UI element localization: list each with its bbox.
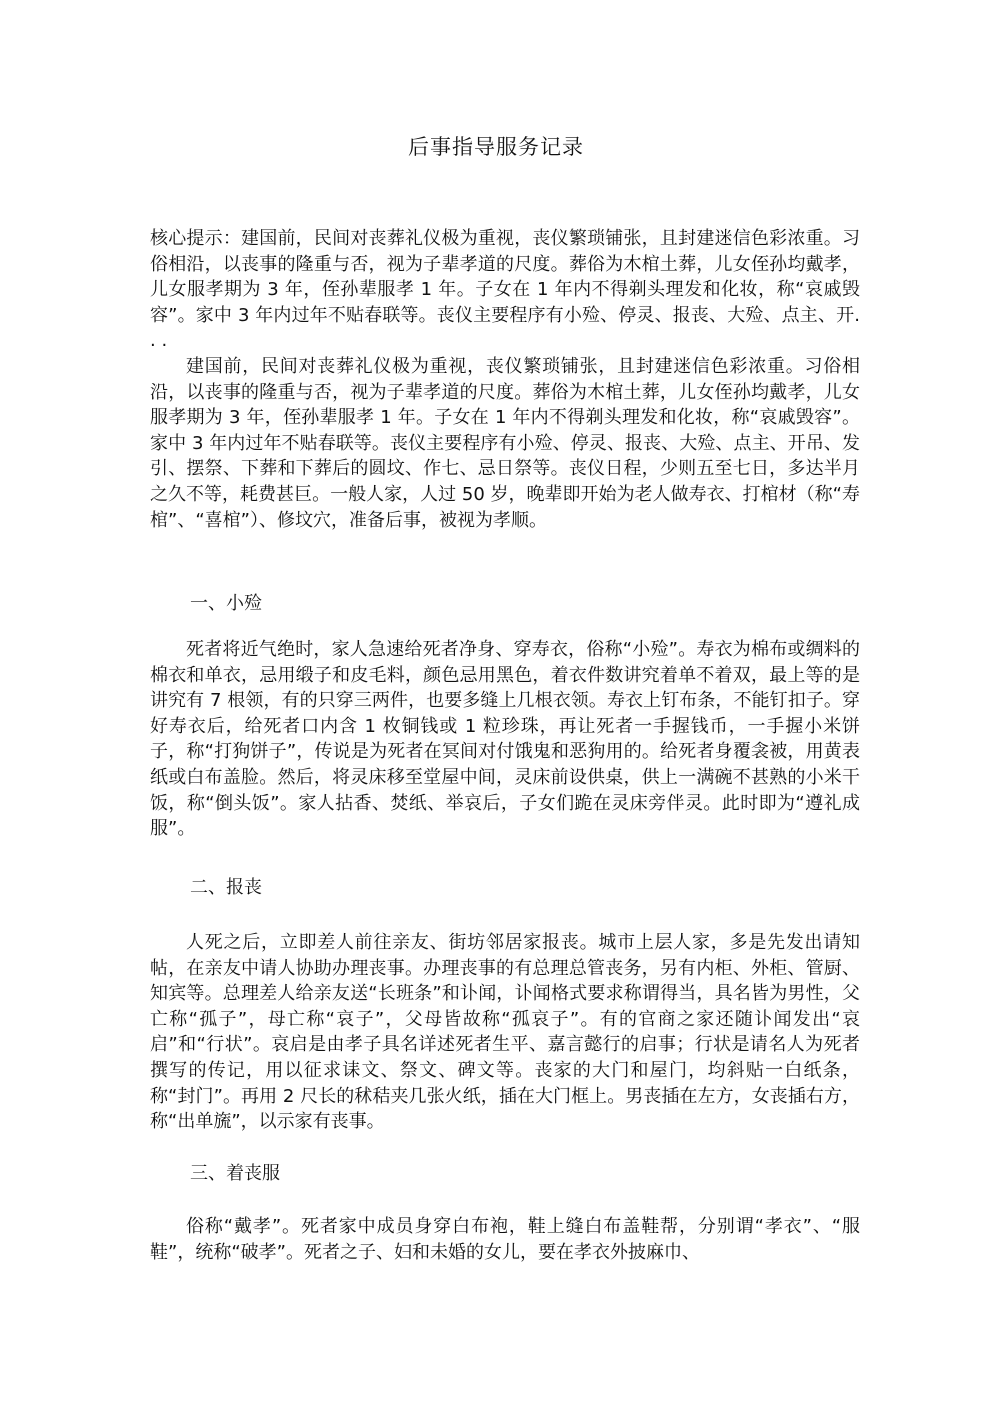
intro-paragraph: 建国前，民间对丧葬礼仪极为重视，丧仪繁琐铺张，且封建迷信色彩浓重。习俗相沿，以丧事的隆重与否，视为子辈孝道的尺度。葬俗为木棺土葬，儿女侄孙均戴孝，儿女服孝期为 3 年，侄孙辈服孝 1 年。子女在 1 年内不得剃头理发和化妆，称“哀戚毁容”。家中 3 年内过年不贴春联等。丧仪主要程序有小殓、停灵、报丧、大殓、点主、开吊、发引、摆祭、下葬和下葬后的圆坟、作七、忌日祭等。丧仪日程，少则五至七日，多达半月之久不等，耗费甚巨。一般人家，人过 50 岁，晚辈即开始为老人做寿衣、打棺材（称“寿棺”、“喜棺”）、修坟穴，准备后事，被视为孝顺。 <box>150 356 860 531</box>
section-heading-zhuosangfu: 三、着丧服 <box>190 1163 280 1184</box>
section-text-xiaolian: 死者将近气绝时，家人急速给死者净身、穿寿衣，俗称“小殓”。寿衣为棉布或绸料的棉衣和单衣，忌用缎子和皮毛料，颜色忌用黑色，着衣件数讲究着单不着双，最上等的是讲究有 7 根领，有的只穿三两件，也要多缝上几根衣领。寿衣上钉布条，不能钉扣子。穿好寿衣后，给死者口内含 1 枚铜钱或 1 粒珍珠，再让死者一手握钱币，一手握小米饼子，称“打狗饼子”，传说是为死者在冥间对付饿鬼和恶狗用的。给死者身覆衾被，用黄表纸或白布盖脸。然后，将灵床移至堂屋中间，灵床前设供桌，供上一满碗不甚熟的小米干饭，称“倒头饭”。家人拈香、焚纸、举哀后，子女们跪在灵床旁伴灵。此时即为“遵礼成服”。 <box>150 639 860 840</box>
section-heading-xiaolian: 一、小殓 <box>190 593 262 614</box>
section-text-zhuosangfu: 俗称“戴孝”。死者家中成员身穿白布袍，鞋上缝白布盖鞋帮，分别谓“孝衣”、“服鞋”，统称“破孝”。死者之子、妇和未婚的女儿，要在孝衣外披麻巾、 <box>150 1216 860 1263</box>
section-text-baosang: 人死之后，立即差人前往亲友、街坊邻居家报丧。城市上层人家，多是先发出请知帖，在亲友中请人协助办理丧事。办理丧事的有总理总管丧务，另有内柜、外柜、管厨、知宾等。总理差人给亲友送“长班条”和讣闻，讣闻格式要求称谓得当，具名皆为男性，父亡称“孤子”，母亡称“哀子”，父母皆故称“孤哀子”。有的官商之家还随讣闻发出“哀启”和“行状”。哀启是由孝子具名详述死者生平、嘉言懿行的启事；行状是请名人为死者撰写的传记，用以征求诔文、祭文、碑文等。丧家的大门和屋门，均斜贴一白纸条，称“封门”。再用 2 尺长的秫秸夹几张火纸，插在大门框上。男丧插在左方，女丧插右方，称“出单旒”，以示家有丧事。 <box>150 932 860 1133</box>
summary-paragraph: 核心提示：建国前，民间对丧葬礼仪极为重视，丧仪繁琐铺张，且封建迷信色彩浓重。习俗相沿，以丧事的隆重与否，视为子辈孝道的尺度。葬俗为木棺土葬，儿女侄孙均戴孝，儿女服孝期为 3 年，侄孙辈服孝 1 年。子女在 1 年内不得剃头理发和化妆，称“哀戚毁容”。家中 3 年内过年不贴春联等。丧仪主要程序有小殓、停灵、报丧、大殓、点主、开. . . <box>150 228 860 352</box>
page-title: 后事指导服务记录 <box>408 135 584 159</box>
section-heading-baosang: 二、报丧 <box>190 877 262 898</box>
